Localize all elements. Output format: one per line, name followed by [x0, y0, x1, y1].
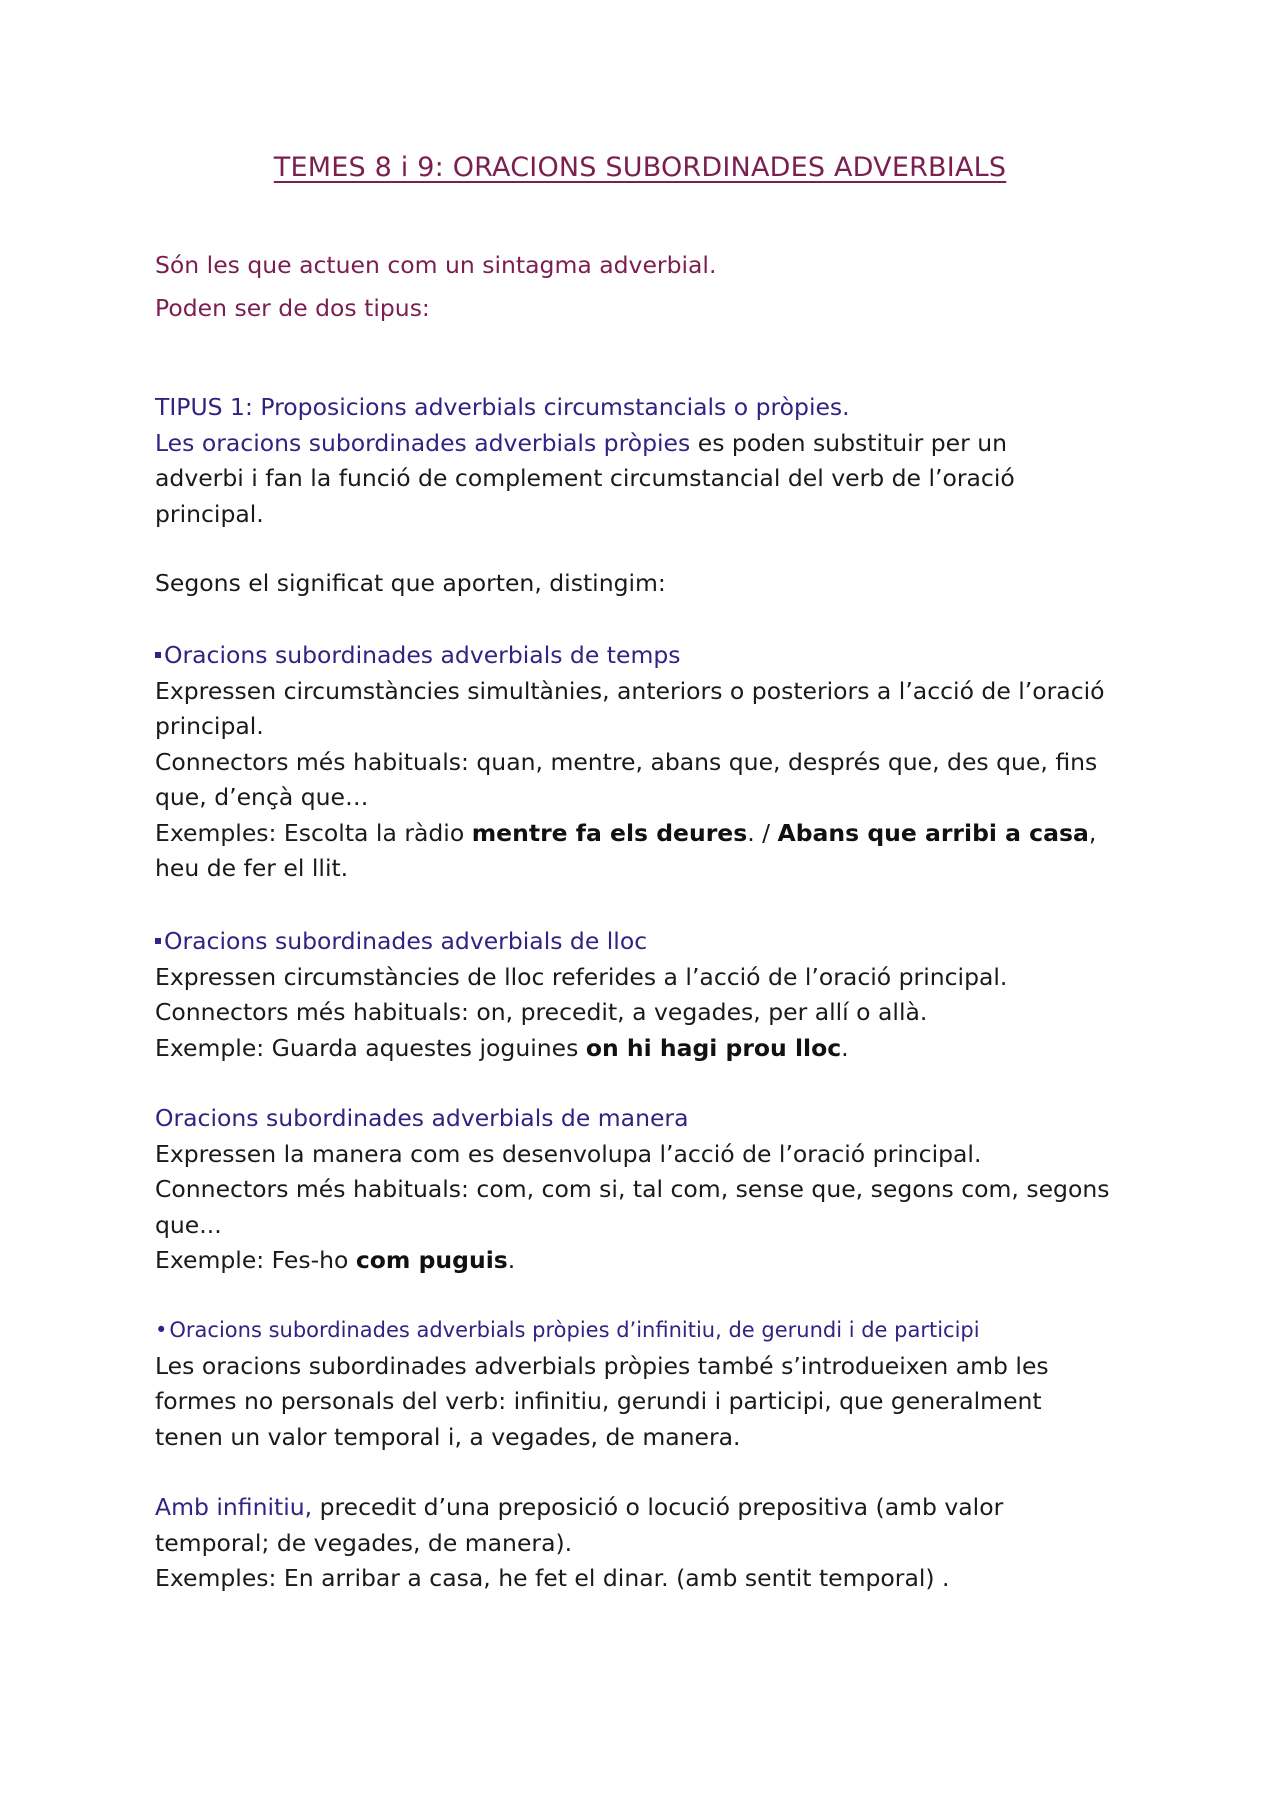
infinitiu-section-desc-1: Les oracions subordinades adverbials pròpies també s’introdueixen amb les: [155, 1351, 1049, 1380]
amb-infinitiu-section: [155, 1490, 1135, 1597]
temps-heading-text: Oracions subordinades adverbials de temps: [164, 641, 681, 669]
square-bullet-icon: [155, 938, 161, 944]
tipus1-lead-rest-1: es poden substituir per un: [690, 428, 1008, 457]
temps-example-line: [155, 816, 1135, 852]
tipus1-heading: TIPUS 1: Proposicions adverbials circumstancials o pròpies.: [155, 393, 850, 421]
temps-desc-2: principal.: [155, 712, 264, 740]
intro-line-1: Són les que actuen com un sintagma adverbial.: [155, 251, 717, 279]
manera-desc: Expressen la manera com es desenvolupa l’acció de l’oració principal.: [155, 1139, 982, 1168]
infinitiu-gerundi-participi-section: [155, 1313, 1135, 1455]
tipus1-lead-line-2: adverbi i fan la funció de complement circumstancial del verb de l’oració: [155, 464, 1015, 492]
intro-line-2: Poden ser de dos tipus:: [155, 294, 430, 322]
amb-infinitiu-rest-1: precedit d’una preposició o locució prepositiva (amb valor: [312, 1493, 1004, 1521]
lloc-conn: Connectors més habituals: on, precedit, a vegades, per allí o allà.: [155, 998, 928, 1026]
temps-ex-mid: . /: [747, 818, 778, 847]
infinitiu-section-desc-2: formes no personals del verb: infinitiu, gerundi i participi, que generalment: [155, 1387, 1042, 1415]
temps-conn-2: que, d’ençà que…: [155, 783, 369, 811]
manera-ex-post: .: [507, 1246, 516, 1274]
manera-conn-2: que...: [155, 1210, 222, 1239]
amb-infinitiu-line-2: temporal; de vegades, de manera).: [155, 1528, 573, 1557]
temps-ex-post: ,: [1088, 818, 1097, 847]
amb-infinitiu-label: Amb infinitiu,: [155, 1493, 313, 1521]
tipus1-lead-bold: Les oracions subordinades adverbials pròpies: [155, 428, 691, 457]
intro-block: [155, 244, 1135, 330]
lloc-ex-post: .: [841, 1033, 849, 1062]
manera-section: [155, 1101, 1135, 1279]
manera-ex-bold: com puguis: [355, 1246, 508, 1274]
temps-example-line-2: heu de fer el llit.: [155, 854, 349, 882]
page-title: TEMES 8 i 9: ORACIONS SUBORDINADES ADVERBIALS: [273, 152, 1007, 183]
segons-text: Segons el significat que aporten, distingim:: [155, 569, 666, 597]
manera-conn-1: Connectors més habituals: com, com si, tal com, sense que, segons com, segons: [155, 1175, 1110, 1203]
segons-paragraph: [155, 566, 1135, 602]
dot-bullet-icon: •: [155, 1318, 168, 1342]
lloc-heading-text: Oracions subordinades adverbials de lloc: [164, 927, 648, 955]
temps-conn-1: Connectors més habituals: quan, mentre, abans que, després que, des que, fins: [155, 747, 1098, 776]
lloc-section: [155, 924, 1135, 1066]
manera-heading: Oracions subordinades adverbials de manera: [155, 1104, 689, 1132]
manera-example-line: [155, 1243, 1135, 1279]
temps-ex-bold-2: Abans que arribi a casa: [777, 818, 1089, 847]
lloc-desc: Expressen circumstàncies de lloc referides a l’acció de l’oració principal.: [155, 962, 1008, 991]
lloc-ex-pre: Exemple: Guarda aquestes joguines: [155, 1033, 586, 1062]
temps-section: [155, 638, 1135, 887]
temps-ex-bold-1: mentre fa els deures: [471, 818, 748, 847]
tipus1-lead-line-3: principal.: [155, 499, 264, 528]
temps-heading: [155, 638, 1135, 674]
temps-ex-pre: Exemples: Escolta la ràdio: [155, 818, 472, 847]
infinitiu-section-heading: [155, 1313, 1135, 1349]
infinitiu-section-heading-text: Oracions subordinades adverbials pròpies d’infinitiu, de gerundi i de participi: [169, 1318, 980, 1342]
lloc-heading: [155, 924, 1135, 960]
temps-desc-1: Expressen circumstàncies simultànies, anteriors o posteriors a l’acció de l’oració: [155, 676, 1105, 705]
lloc-example-line: [155, 1031, 1135, 1067]
amb-infinitiu-example: Exemples: En arribar a casa, he fet el dinar. (amb sentit temporal) .: [155, 1564, 950, 1592]
lloc-ex-bold: on hi hagi prou lloc: [585, 1033, 842, 1062]
tipus1-block: [155, 390, 1135, 532]
infinitiu-section-desc-3: tenen un valor temporal i, a vegades, de manera.: [155, 1422, 741, 1451]
tipus1-lead-line-1: [155, 426, 1135, 462]
square-bullet-icon: [155, 652, 161, 658]
amb-infinitiu-line-1: [155, 1490, 1135, 1526]
manera-ex-pre: Exemple: Fes-ho: [155, 1246, 356, 1274]
